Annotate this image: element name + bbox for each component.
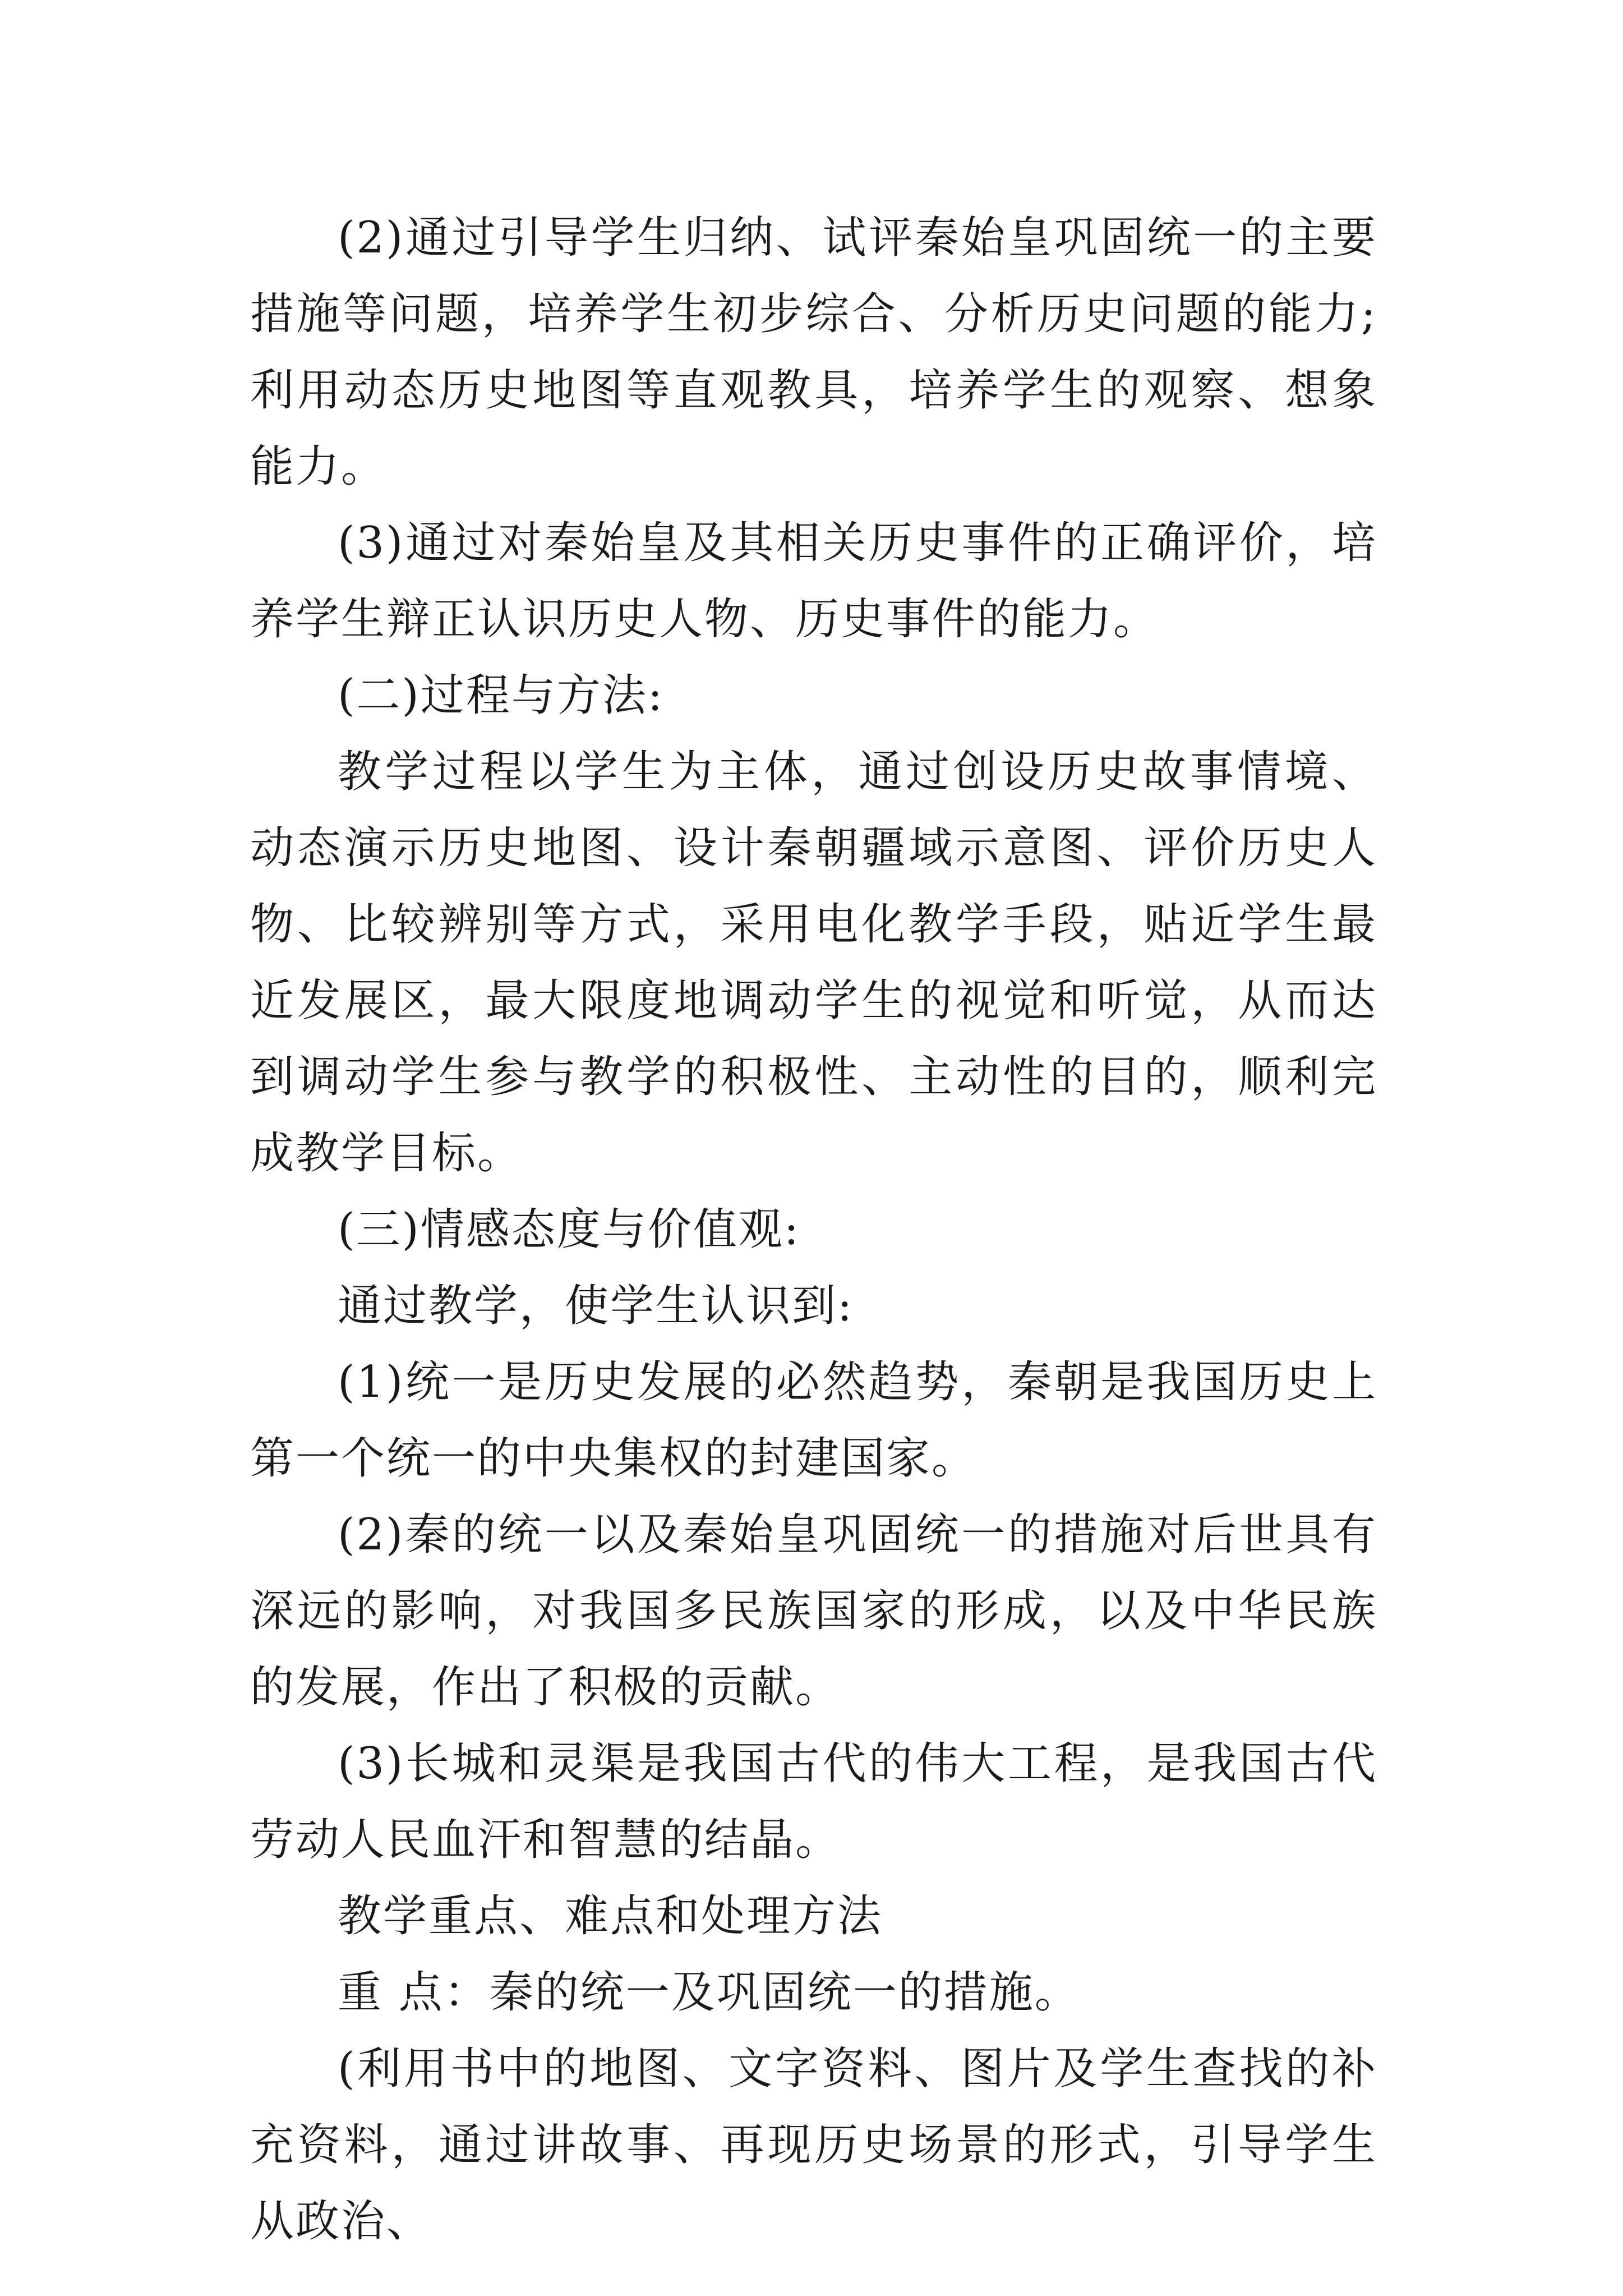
paragraph-emotion-3: (3)长城和灵渠是我国古代的伟大工程，是我国古代劳动人民血汗和智慧的结晶。 — [250, 1738, 1377, 1865]
paragraph-emotion-1: (1)统一是历史发展的必然趋势，秦朝是我国历史上第一个统一的中央集权的封建国家。 — [250, 1357, 1377, 1484]
paragraph-key-point-method: (利用书中的地图、文字资料、图片及学生查找的补充资料，通过讲故事、再现历史场景的形式，引导学生从政治、 — [250, 2044, 1377, 2247]
paragraph-emotion-2: (2)秦的统一以及秦始皇巩固统一的措施对后世具有深远的影响，对我国多民族国家的形成，以及中华民族的发展，作出了积极的贡献。 — [250, 1510, 1377, 1713]
heading-process-method: (二)过程与方法: — [338, 670, 665, 721]
paragraph-emotion-intro: 通过教学，使学生认识到: — [338, 1281, 854, 1331]
document-body — [250, 200, 1377, 2260]
paragraph-process-method: 教学过程以学生为主体，通过创设历史故事情境、动态演示历史地图、设计秦朝疆域示意图、评价历史人物、比较辨别等方式，采用电化教学手段，贴近学生最近发展区，最大限度地调动学生的视觉和听觉，从而达到调动学生参与教学的积极性、主动性的目的，顺利完成教学目标。 — [250, 747, 1377, 1179]
paragraph-objective-2: (2)通过引导学生归纳、试评秦始皇巩固统一的主要措施等问题，培养学生初步综合、分析历史问题的能力;利用动态历史地图等直观教具，培养学生的观察、想象能力。 — [250, 213, 1377, 492]
paragraph-key-point: 重 点：秦的统一及巩固统一的措施。 — [338, 1967, 1080, 2018]
paragraph-objective-3: (3)通过对秦始皇及其相关历史事件的正确评价，培养学生辩正认识历史人物、历史事件的能力。 — [250, 518, 1377, 645]
heading-key-points: 教学重点、难点和处理方法 — [338, 1891, 883, 1941]
heading-emotion-values: (三)情感态度与价值观: — [338, 1204, 801, 1255]
